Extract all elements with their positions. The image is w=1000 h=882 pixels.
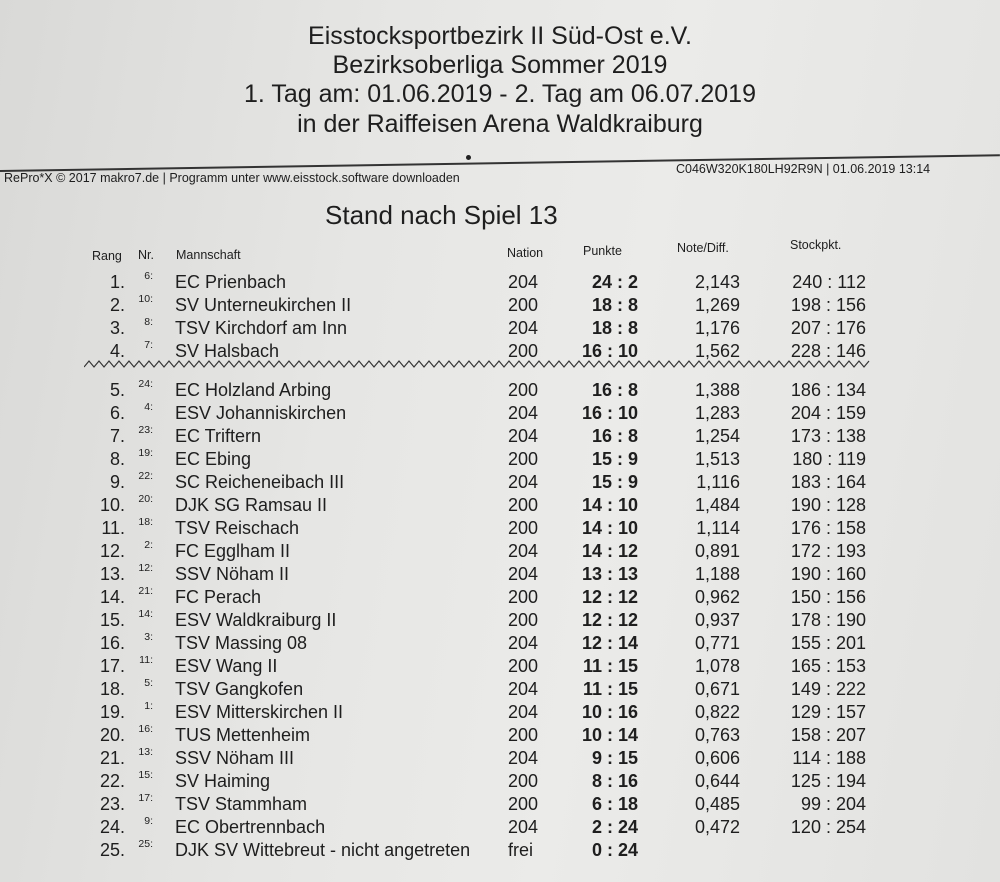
stock-points: 165 : 153 [790,656,866,676]
team-name: TSV Kirchdorf am Inn [175,318,348,338]
rank: 7. [109,426,125,446]
team-name: EC Prienbach [175,272,287,292]
rank: 20. [99,725,125,745]
points: 16 : 8 [591,426,638,446]
note-diff: 0,891 [694,541,740,561]
team-number: 6: [144,270,153,282]
rank: 2. [109,295,125,315]
team-number: 10: [138,293,153,305]
table-row [0,449,1000,471]
note-diff: 1,078 [694,656,740,676]
points: 10 : 14 [581,725,638,745]
points: 12 : 12 [581,587,638,607]
team-number: 25: [138,838,153,850]
team-number: 24: [138,378,153,390]
table-row [0,610,1000,632]
nation-code: 204 [508,633,539,653]
points: 12 : 12 [581,610,638,630]
table-row [0,495,1000,517]
note-diff: 0,822 [694,702,740,722]
rank: 10. [99,495,125,515]
team-name: TSV Massing 08 [175,633,308,653]
points: 15 : 9 [591,449,638,469]
rank: 14. [99,587,125,607]
rank: 6. [109,403,125,423]
nation-code: 204 [508,817,539,837]
col-rang: Rang [92,249,122,263]
rank: 4. [109,341,125,361]
standings-title: Stand nach Spiel 13 [325,200,558,230]
team-number: 8: [144,316,153,328]
table-row [0,426,1000,448]
team-name: SC Reicheneibach III [175,472,345,492]
table-row [0,771,1000,793]
col-note: Note/Diff. [677,241,729,255]
team-name: SSV Nöham II [175,564,290,584]
team-number: 7: [144,339,153,351]
points: 8 : 16 [591,771,638,791]
nation-code: 200 [508,656,539,676]
nation-code: 200 [508,495,539,515]
note-diff: 0,763 [694,725,740,745]
table-row [0,840,1000,862]
nation-code: 204 [508,748,539,768]
team-name: ESV Mitterskirchen II [175,702,344,722]
table-row [0,403,1000,425]
rank: 11. [101,518,125,538]
stock-points: 150 : 156 [790,587,866,607]
points: 11 : 15 [582,679,638,699]
points: 10 : 16 [581,702,638,722]
points: 24 : 2 [591,272,638,292]
nation-code: 204 [508,272,539,292]
note-diff: 0,962 [694,587,740,607]
stock-points: 173 : 138 [790,426,866,446]
points: 2 : 24 [591,817,638,837]
team-number: 17: [138,792,153,804]
header-venue: in der Raiffeisen Arena Waldkraiburg [297,110,703,138]
rank: 15. [99,610,125,630]
stock-points: 183 : 164 [790,472,866,492]
table-row [0,656,1000,678]
team-name: EC Triftern [175,426,262,446]
nation-code: 200 [508,587,539,607]
team-number: 9: [144,815,153,827]
stock-points: 186 : 134 [790,380,866,400]
note-diff: 1,114 [696,518,740,538]
team-name: SV Haiming [175,771,271,791]
print-code-timestamp: C046W320K180LH92R9N | 01.06.2019 13:14 [676,162,931,176]
table-row [0,541,1000,563]
stock-points: 190 : 160 [790,564,866,584]
stock-points: 207 : 176 [790,318,866,338]
rank: 3. [109,318,125,338]
col-points: Punkte [583,244,622,258]
team-number: 3: [144,631,153,643]
note-diff: 0,485 [694,794,740,814]
stock-points: 99 : 204 [800,794,866,814]
rank: 16. [99,633,125,653]
rank: 9. [109,472,125,492]
nation-code: 200 [508,725,539,745]
team-name: ESV Wang II [175,656,278,676]
table-row [0,318,1000,340]
team-name: EC Holzland Arbing [175,380,332,400]
points: 6 : 18 [591,794,638,814]
points: 16 : 10 [581,403,638,423]
nation-code: 204 [508,541,539,561]
stock-points: 228 : 146 [790,341,866,361]
points: 14 : 12 [581,541,638,561]
points: 0 : 24 [591,840,638,860]
note-diff: 0,771 [694,633,740,653]
table-row [0,633,1000,655]
team-name: SV Halsbach [175,341,280,361]
team-name: FC Perach [175,587,262,607]
rank: 21. [99,748,125,768]
rank: 22. [99,771,125,791]
points: 9 : 15 [591,748,638,768]
col-nation: Nation [507,246,544,260]
team-name: FC Egglham II [175,541,291,561]
nation-code: 204 [508,472,539,492]
nation-code: 200 [508,341,539,361]
team-name: EC Obertrennbach [175,817,326,837]
table-row [0,272,1000,294]
team-name: EC Ebing [175,449,252,469]
stock-points: 240 : 112 [792,272,866,292]
stock-points: 176 : 158 [790,518,866,538]
table-row [0,748,1000,770]
nation-code: frei [508,840,534,860]
rank: 23. [99,794,125,814]
note-diff: 1,388 [694,380,740,400]
team-number: 11: [139,654,153,666]
dot-mark [466,155,471,160]
nation-code: 204 [508,702,539,722]
stock-points: 180 : 119 [792,449,866,469]
points: 11 : 15 [582,656,638,676]
team-number: 23: [138,424,153,436]
table-row [0,702,1000,724]
team-name: ESV Johanniskirchen [175,403,347,423]
note-diff: 1,254 [694,426,740,446]
stock-points: 149 : 222 [790,679,866,699]
team-name: SV Unterneukirchen II [175,295,352,315]
rank: 13. [99,564,125,584]
note-diff: 0,644 [694,771,740,791]
rank: 8. [109,449,125,469]
nation-code: 204 [508,564,539,584]
table-row [0,587,1000,609]
header-league: Bezirksoberliga Sommer 2019 [332,51,668,79]
stock-points: 178 : 190 [790,610,866,630]
note-diff: 1,176 [694,318,740,338]
points: 13 : 13 [581,564,638,584]
table-row [0,679,1000,701]
stock-points: 190 : 128 [790,495,866,515]
nation-code: 204 [508,318,539,338]
table-row [0,518,1000,540]
points: 15 : 9 [591,472,638,492]
rank: 12. [99,541,125,561]
stock-points: 125 : 194 [790,771,866,791]
team-name: TSV Gangkofen [175,679,304,699]
note-diff: 0,671 [694,679,740,699]
points: 18 : 8 [591,295,638,315]
stock-points: 155 : 201 [790,633,866,653]
points: 18 : 8 [591,318,638,338]
table-row [0,564,1000,586]
team-number: 13: [138,746,153,758]
team-number: 14: [138,608,153,620]
note-diff: 0,472 [694,817,740,837]
note-diff: 1,484 [694,495,740,515]
table-row [0,380,1000,402]
note-diff: 0,606 [694,748,740,768]
nation-code: 200 [508,518,539,538]
col-stock: Stockpkt. [790,238,842,252]
points: 12 : 14 [581,633,638,653]
note-diff: 1,269 [694,295,740,315]
nation-code: 204 [508,426,539,446]
team-name: ESV Waldkraiburg II [175,610,337,630]
team-number: 1: [144,700,153,712]
nation-code: 200 [508,449,539,469]
points: 16 : 8 [591,380,638,400]
software-credit: RePro*X © 2017 makro7.de | Programm unter www.eisstock.software downloaden [4,171,460,185]
rank: 18. [99,679,125,699]
stock-points: 198 : 156 [790,295,866,315]
team-number: 15: [138,769,153,781]
col-nr: Nr. [138,248,154,262]
table-row [0,341,1000,363]
header-association: Eisstocksportbezirk II Süd-Ost e.V. [308,22,692,50]
rank: 17. [99,656,125,676]
nation-code: 200 [508,771,539,791]
rank: 5. [109,380,125,400]
nation-code: 204 [508,679,539,699]
header-dates: 1. Tag am: 01.06.2019 - 2. Tag am 06.07.2019 [244,80,756,108]
points: 14 : 10 [581,495,638,515]
stock-points: 129 : 157 [790,702,866,722]
rank: 1. [109,272,125,292]
nation-code: 200 [508,610,539,630]
table-row [0,794,1000,816]
team-name: TSV Reischach [175,518,300,538]
team-name: SSV Nöham III [175,748,295,768]
points: 16 : 10 [581,341,638,361]
points: 14 : 10 [581,518,638,538]
nation-code: 200 [508,794,539,814]
stock-points: 204 : 159 [790,403,866,423]
team-number: 5: [144,677,153,689]
team-number: 12: [138,562,153,574]
stock-points: 158 : 207 [790,725,866,745]
nation-code: 204 [508,403,539,423]
rank: 19. [99,702,125,722]
team-number: 22: [138,470,153,482]
team-name: TSV Stammham [175,794,308,814]
team-number: 21: [138,585,153,597]
note-diff: 2,143 [694,272,740,292]
team-name: DJK SV Wittebreut - nicht angetreten [175,840,471,860]
team-name: DJK SG Ramsau II [175,495,328,515]
rank: 25. [99,840,125,860]
team-number: 20: [138,493,153,505]
rank: 24. [99,817,125,837]
table-row [0,725,1000,747]
col-team: Mannschaft [176,248,241,262]
table-row [0,817,1000,839]
stock-points: 120 : 254 [790,817,866,837]
team-number: 2: [144,539,153,551]
note-diff: 1,116 [696,472,740,492]
note-diff: 1,562 [694,341,740,361]
team-number: 19: [138,447,153,459]
table-row [0,295,1000,317]
team-number: 18: [138,516,153,528]
table-row [0,472,1000,494]
stock-points: 114 : 188 [792,748,866,768]
note-diff: 0,937 [694,610,740,630]
nation-code: 200 [508,380,539,400]
note-diff: 1,513 [694,449,740,469]
note-diff: 1,283 [694,403,740,423]
stock-points: 172 : 193 [790,541,866,561]
note-diff: 1,188 [694,564,740,584]
team-number: 4: [144,401,153,413]
nation-code: 200 [508,295,539,315]
team-name: TUS Mettenheim [175,725,311,745]
team-number: 16: [138,723,153,735]
